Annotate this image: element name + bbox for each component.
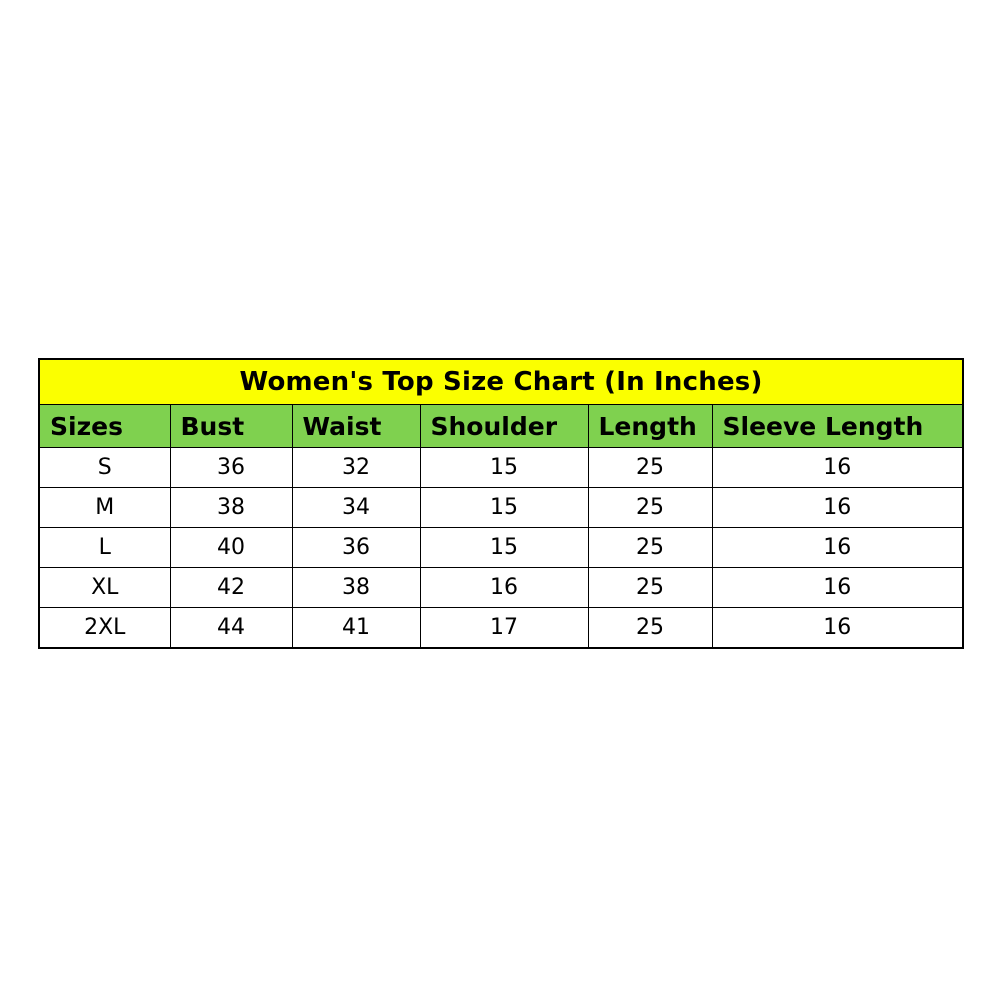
cell-size: XL <box>39 568 170 608</box>
cell-length: 25 <box>588 488 712 528</box>
cell-waist: 32 <box>292 448 420 488</box>
column-header-sizes: Sizes <box>39 405 170 448</box>
table-row <box>39 568 963 608</box>
column-header-waist: Waist <box>292 405 420 448</box>
cell-sleeve-length: 16 <box>712 448 963 488</box>
cell-shoulder: 15 <box>420 528 588 568</box>
cell-bust: 44 <box>170 608 292 649</box>
cell-size: 2XL <box>39 608 170 649</box>
cell-size: S <box>39 448 170 488</box>
table-row <box>39 448 963 488</box>
cell-bust: 40 <box>170 528 292 568</box>
column-header-length: Length <box>588 405 712 448</box>
cell-length: 25 <box>588 568 712 608</box>
cell-sleeve-length: 16 <box>712 488 963 528</box>
table-header-row <box>39 405 963 448</box>
cell-shoulder: 17 <box>420 608 588 649</box>
cell-sleeve-length: 16 <box>712 608 963 649</box>
cell-bust: 36 <box>170 448 292 488</box>
cell-bust: 42 <box>170 568 292 608</box>
cell-waist: 38 <box>292 568 420 608</box>
cell-length: 25 <box>588 608 712 649</box>
cell-shoulder: 16 <box>420 568 588 608</box>
cell-waist: 34 <box>292 488 420 528</box>
table-row <box>39 488 963 528</box>
cell-size: M <box>39 488 170 528</box>
cell-sleeve-length: 16 <box>712 528 963 568</box>
cell-bust: 38 <box>170 488 292 528</box>
size-chart-table <box>38 358 964 649</box>
cell-length: 25 <box>588 528 712 568</box>
page-title: Women's Top Size Chart (In Inches) <box>39 359 963 405</box>
size-chart-container <box>38 358 962 649</box>
chart-title-row <box>39 359 963 405</box>
cell-sleeve-length: 16 <box>712 568 963 608</box>
cell-size: L <box>39 528 170 568</box>
cell-shoulder: 15 <box>420 448 588 488</box>
column-header-shoulder: Shoulder <box>420 405 588 448</box>
cell-waist: 36 <box>292 528 420 568</box>
column-header-sleeve-length: Sleeve Length <box>712 405 963 448</box>
table-row <box>39 528 963 568</box>
cell-waist: 41 <box>292 608 420 649</box>
cell-shoulder: 15 <box>420 488 588 528</box>
column-header-bust: Bust <box>170 405 292 448</box>
table-row <box>39 608 963 649</box>
cell-length: 25 <box>588 448 712 488</box>
